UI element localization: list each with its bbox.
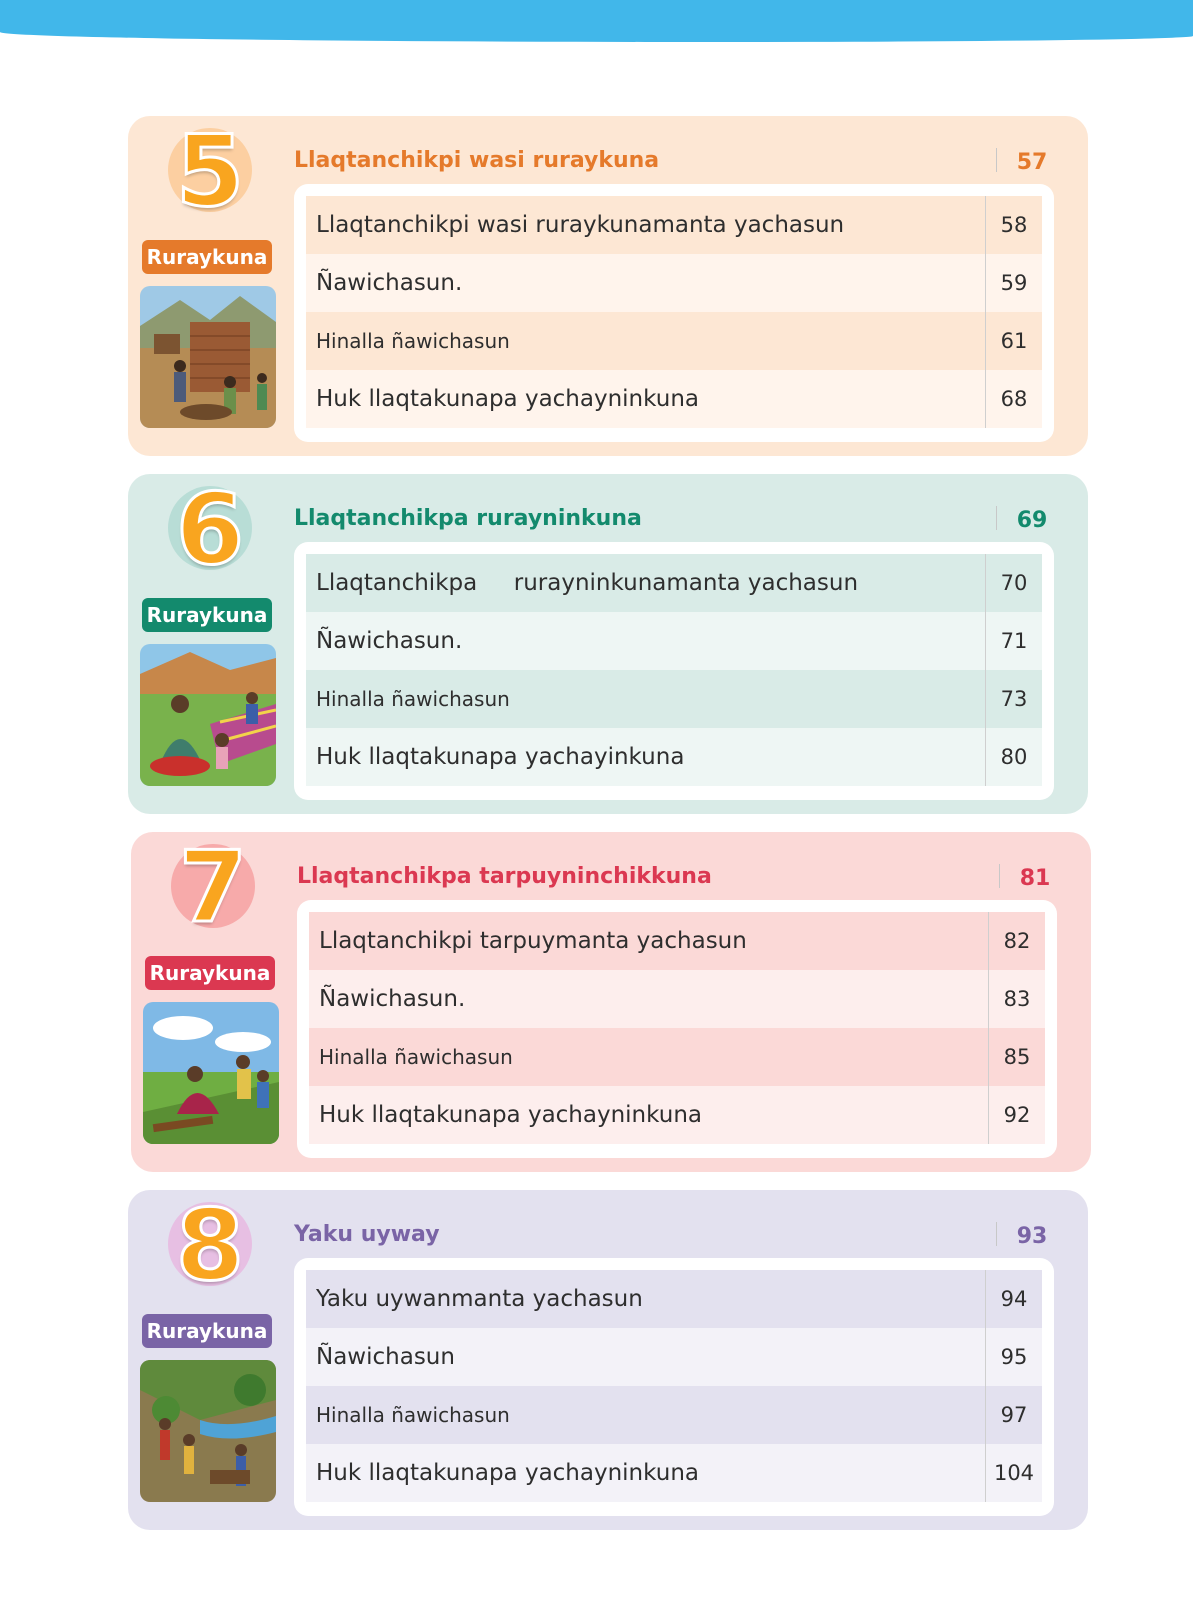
toc-row[interactable] — [306, 728, 1042, 786]
unit-page-number: 57 — [1016, 150, 1048, 175]
toc-row-label: Llaqtanchikpi tarpuymanta yachasun — [319, 928, 747, 954]
toc-row[interactable] — [309, 912, 1045, 970]
toc-row[interactable] — [306, 670, 1042, 728]
adobe-house-building-illustration — [140, 286, 276, 428]
toc-row-page: 92 — [988, 1086, 1045, 1144]
toc-row-label: Huk llaqtakunapa yachayninkuna — [316, 386, 699, 412]
contents-card — [294, 184, 1054, 442]
toc-row[interactable] — [306, 1386, 1042, 1444]
water-care-community-illustration — [140, 1360, 276, 1502]
toc-row[interactable] — [306, 254, 1042, 312]
toc-row-label: Hinalla ñawichasun — [316, 1403, 510, 1427]
toc-row[interactable] — [309, 1028, 1045, 1086]
unit-6-section — [128, 474, 1088, 814]
toc-row-page: 59 — [985, 254, 1042, 312]
toc-row[interactable] — [306, 312, 1042, 370]
toc-row-label: Yaku uywanmanta yachasun — [316, 1286, 643, 1312]
toc-row-page: 97 — [985, 1386, 1042, 1444]
toc-row-page: 83 — [988, 970, 1045, 1028]
unit-badge: Ruraykuna — [145, 956, 275, 990]
toc-row-label: Huk llaqtakunapa yachayinkuna — [316, 744, 685, 770]
toc-row-label: Ñawichasun. — [316, 628, 463, 654]
toc-row[interactable] — [306, 370, 1042, 428]
unit-number: 7 — [178, 831, 248, 945]
toc-row[interactable] — [306, 1270, 1042, 1328]
toc-row-label: Huk llaqtakunapa yachayninkuna — [319, 1102, 702, 1128]
unit-8-section — [128, 1190, 1088, 1530]
unit-5-section — [128, 116, 1088, 456]
toc-row-label: Hinalla ñawichasun — [319, 1045, 513, 1069]
toc-row[interactable] — [309, 970, 1045, 1028]
toc-row-page: 61 — [985, 312, 1042, 370]
unit-title: Llaqtanchikpa tarpuyninchikkuna — [297, 864, 712, 889]
toc-row-page: 71 — [985, 612, 1042, 670]
toc-row[interactable] — [306, 1444, 1042, 1502]
toc-row-page: 95 — [985, 1328, 1042, 1386]
toc-row[interactable] — [306, 612, 1042, 670]
toc-row-label: Llaqtanchikpa rurayninkunamanta yachasun — [316, 570, 859, 596]
toc-row-page: 94 — [985, 1270, 1042, 1328]
toc-row-page: 70 — [985, 554, 1042, 612]
unit-page-number: 69 — [1016, 508, 1048, 533]
toc-row[interactable] — [306, 1328, 1042, 1386]
title-separator — [996, 506, 997, 530]
toc-row-label: Hinalla ñawichasun — [316, 329, 510, 353]
toc-row-label: Huk llaqtakunapa yachayninkuna — [316, 1460, 699, 1486]
unit-page-number: 81 — [1019, 866, 1051, 891]
toc-row-page: 85 — [988, 1028, 1045, 1086]
toc-row-label: Llaqtanchikpi wasi ruraykunamanta yachasun — [316, 212, 845, 238]
unit-title: Llaqtanchikpi wasi ruraykuna — [294, 148, 660, 173]
toc-row-page: 68 — [985, 370, 1042, 428]
unit-number: 8 — [175, 1189, 245, 1303]
top-color-band — [0, 0, 1193, 42]
contents-card — [294, 542, 1054, 800]
planting-crops-illustration — [143, 1002, 279, 1144]
title-separator — [996, 1222, 997, 1246]
toc-row[interactable] — [309, 1086, 1045, 1144]
toc-row-label: Hinalla ñawichasun — [316, 687, 510, 711]
unit-badge: Ruraykuna — [142, 240, 272, 274]
weaving-family-illustration — [140, 644, 276, 786]
toc-row-page: 58 — [985, 196, 1042, 254]
toc-row-page: 80 — [985, 728, 1042, 786]
title-separator — [996, 148, 997, 172]
contents-card — [294, 1258, 1054, 1516]
unit-number: 6 — [175, 473, 245, 587]
unit-title: Yaku uyway — [294, 1222, 440, 1247]
title-separator — [999, 864, 1000, 888]
toc-row-label: Ñawichasun — [316, 1344, 455, 1370]
unit-title: Llaqtanchikpa rurayninkuna — [294, 506, 642, 531]
unit-page-number: 93 — [1016, 1224, 1048, 1249]
toc-row-label: Ñawichasun. — [316, 270, 463, 296]
unit-7-section — [131, 832, 1091, 1172]
toc-row-page: 104 — [985, 1444, 1042, 1502]
toc-row-page: 82 — [988, 912, 1045, 970]
contents-card — [297, 900, 1057, 1158]
unit-number: 5 — [175, 115, 245, 229]
unit-badge: Ruraykuna — [142, 1314, 272, 1348]
toc-row-page: 73 — [985, 670, 1042, 728]
toc-row-label: Ñawichasun. — [319, 986, 466, 1012]
unit-badge: Ruraykuna — [142, 598, 272, 632]
toc-row[interactable] — [306, 554, 1042, 612]
toc-row[interactable] — [306, 196, 1042, 254]
